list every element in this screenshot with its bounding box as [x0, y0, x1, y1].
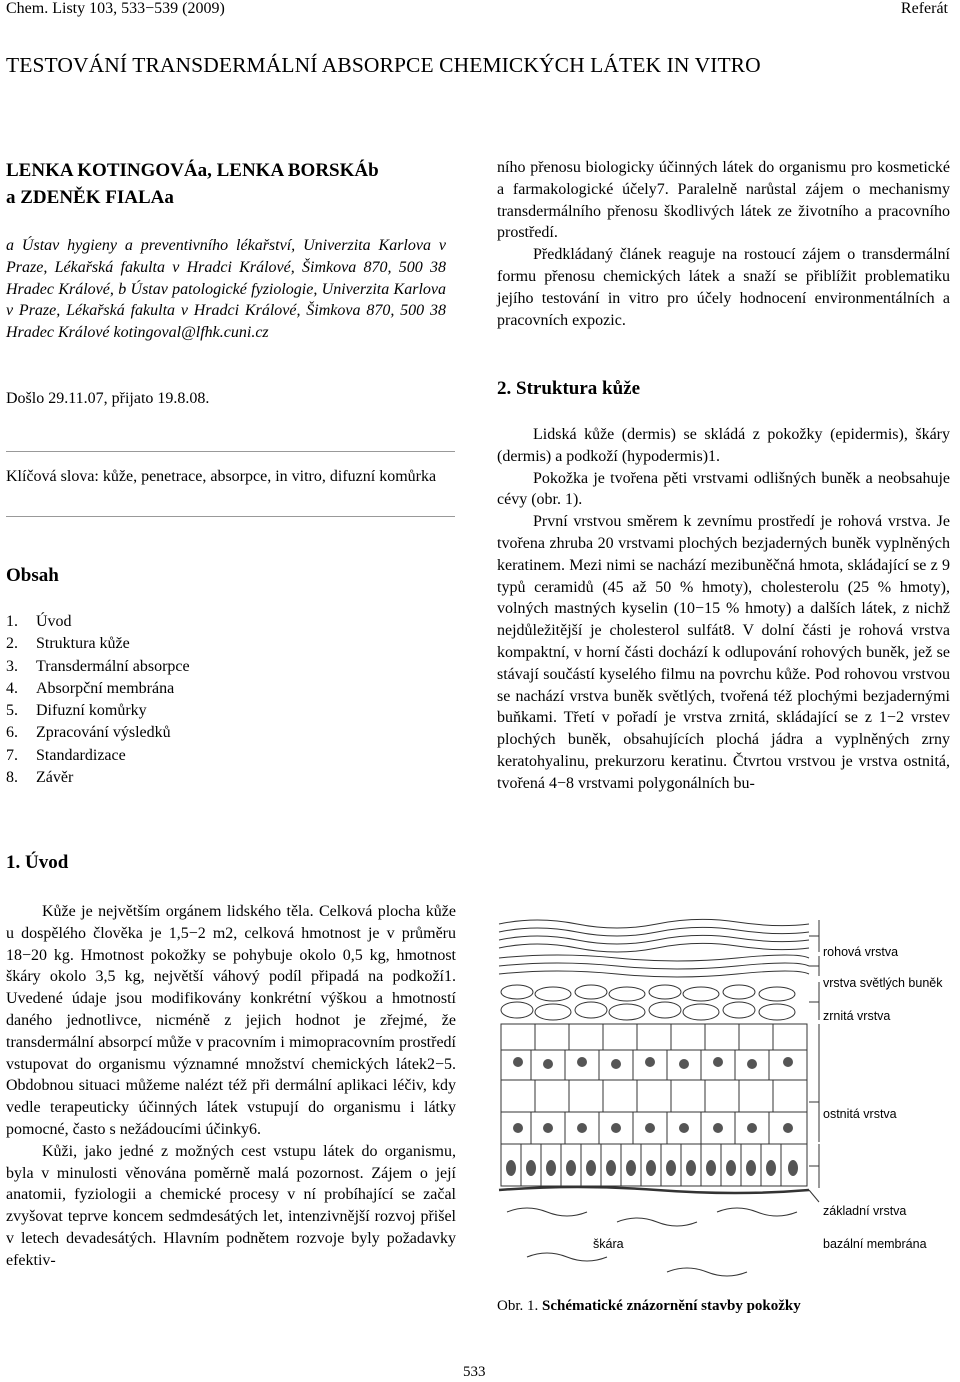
affiliation: a Ústav hygieny a preventivního lékařství, Univerzita Karlova v Praze, Lékařská fakulta v Hradci Králové, Šimkova 870, 500 38 Hradec Králové, b Ústav patologické fyziologie, Univerzita Karlova v Praze, Lékařská fakulta v Hradci Králové, Šimkova 870, 500 38 Hradec Králové kotingoval@lfhk.cuni.cz [6, 237, 446, 342]
toc-item: 6. Zpracování výsledků [6, 724, 171, 742]
label-basal-layer: základní vrstva [823, 1204, 907, 1218]
section-1-heading: 1. Úvod [6, 852, 69, 873]
paragraph: Kůži, jako jedné z možných cest vstupu látek do organismu, byla v minulosti věnována poměrně malá pozornost. Zájem o její anatomii, fyziologii a chemické procesy v ní probíhající se začal zvyšovat teprve koncem sedmdesátých let, intenzivnější rozvoj přišel v letech devadesátých. Hlavním podnětem rozvoje byly požadavky efektiv- [6, 1142, 456, 1269]
skin-structure-figure [497, 912, 957, 1292]
keywords: Klíčová slova: kůže, penetrace, absorpce, in vitro, difuzní komůrka [6, 468, 437, 485]
figure-caption: Obr. 1. Schématické znázornění stavby pokožky [497, 1298, 801, 1314]
toc-item: 3. Transdermální absorpce [6, 657, 190, 675]
label-spinous-layer: ostnitá vrstva [823, 1107, 897, 1121]
paragraph: ního přenosu biologicky účinných látek do organismu pro kosmetické a farmakologické účely7. Paralelně narůstal zájem o mechanismy transdermálního přenosu škodlivých látek ze životního a pracovního prostředí. [497, 159, 950, 242]
toc-item: 2. Struktura kůže [6, 635, 130, 653]
paragraph: Kůže je největším orgánem lidského těla. Celková plocha kůže u dospělého člověka je 1,5−2 m2, celková hmotnost je v průměru 18−20 kg. Hmotnost pokožky se pohybuje okolo 0,5 kg, hmotnost škáry okolo 3,5 kg, největší váhový podíl připadá na podkoží1. Uvedené údaje jsou modifikovány konkrétní výškou a hmotností daného jednotlivce, nicméně z jejich hodnot je zřejmé, že transdermální absorpcí může v pracovním i mimopracovním prostředí vstupovat do organismu významné množství chemických látek2−5. Obdobnou situaci můžeme nalézt též při dermální aplikaci léčiv, kdy vedle terapeuticky účinných látek vstupují do organismu i látky pomocné, často s nežádoucími účinky6. [6, 903, 456, 1138]
label-granular-layer: zrnitá vrstva [823, 1009, 891, 1023]
paragraph: Předkládaný článek reaguje na rostoucí zájem o transdermální formu přenosu chemických látek a snaží se přiblížit problematiku jejího testování in vitro pro účely hodnocení environmentálních a pracovních expozic. [497, 246, 950, 329]
table-of-contents [6, 611, 190, 789]
divider-bottom [6, 516, 455, 517]
toc-item: 5. Difuzní komůrky [6, 702, 147, 720]
label-horny-layer: rohová vrstva [823, 945, 899, 959]
toc-item: 7. Standardizace [6, 746, 126, 764]
toc-item: 1. Úvod [6, 613, 72, 630]
journal-header: Chem. Listy 103, 533−539 (2009) [6, 0, 225, 17]
authors [6, 157, 379, 211]
right-column-intro [497, 157, 950, 331]
received-date: Došlo 29.11.07, přijato 19.8.08. [6, 390, 210, 407]
contents-heading: Obsah [6, 565, 59, 586]
paragraph: Pokožka je tvořena pěti vrstvami odlišných buněk a neobsahuje cévy (obr. 1). [497, 469, 950, 509]
page-number: 533 [463, 1364, 486, 1380]
section-1-body [6, 901, 456, 1272]
authors-line-2: a ZDENĚK FIALAa [6, 187, 174, 208]
article-type: Referát [900, 0, 948, 17]
paragraph: Lidská kůže (dermis) se skládá z pokožky (epidermis), škáry (dermis) a podkoží (hypodermis)1. [497, 426, 950, 465]
label-basal-membrane: bazální membrána [823, 1237, 927, 1251]
paragraph: První vrstvou směrem k zevnímu prostředí je rohová vrstva. Je tvořena zhruba 20 vrstvami plochých bezjaderných buněk vyplněných keratinem. Mezi nimi se nachází mezibuněčná hmota, skládající se z 9 typů ceramidů (45 až 50 % hmoty), cholesterolu (25 % hmoty), volných mastných kyselin (10−15 % hmoty) a dalších látek, z nichž nejdůležitější je cholesterol sulfát8. V dolní části je rohová vrstva kompaktní, v horní části dochází k odlupování rohových buněk, jež se stávají součástí kyselého filmu na povrchu kůže. Pod rohovou vrstvou se nachází vrstva buněk světlých, tvořená též plochými bezjadernými buňkami. Třetí v pořadí je vrstva zrnitá, skládající se z 1−2 vrstev plochých buněk, obsahujících plochá jádra a vyplněných zrny keratohyalinu, prekurzoru keratinu. Čtvrtou vrstvou je vrstva ostnitá, tvořená 4−8 vrstvami polygonálních bu- [497, 513, 950, 792]
authors-line-1: LENKA KOTINGOVÁa, LENKA BORSKÁb [6, 160, 379, 181]
section-2-body [497, 424, 950, 795]
toc-item: 8. Závěr [6, 769, 74, 787]
page-title: TESTOVÁNÍ TRANSDERMÁLNÍ ABSORPCE CHEMICKÝCH LÁTEK IN VITRO [6, 53, 761, 77]
section-2-heading: 2. Struktura kůže [497, 378, 641, 399]
label-dermis: škára [593, 1237, 624, 1251]
divider-top [6, 451, 455, 452]
skin-diagram [497, 912, 957, 1292]
toc-item: 4. Absorpční membrána [6, 679, 175, 697]
label-clear-layer: vrstva světlých buněk [823, 976, 943, 990]
